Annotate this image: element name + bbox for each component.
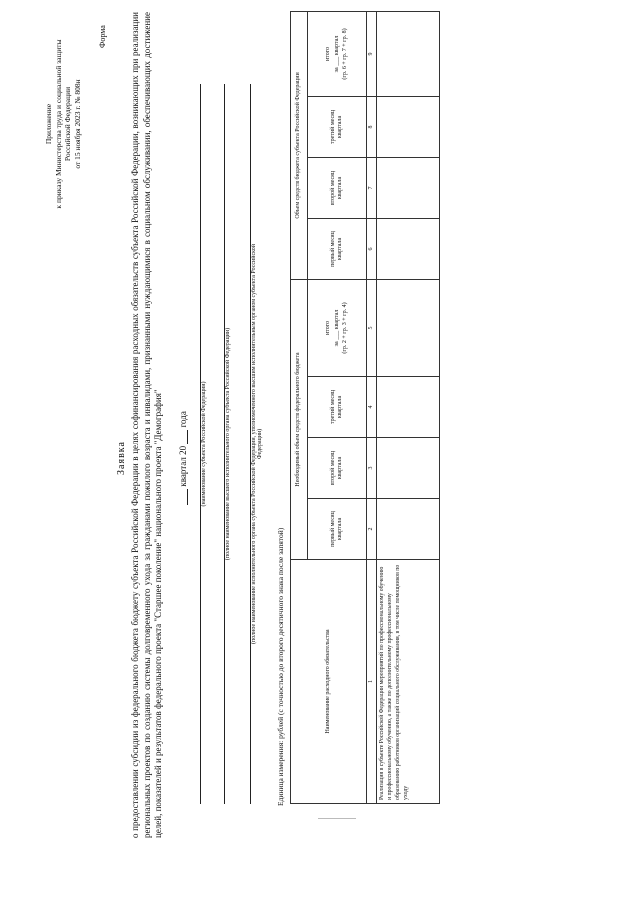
authorized-body-caption: (полное наименование исполнительного органа субъекта Российской Федерации, уполномоченного высшим исполнительным органом субъекта Российской Федерации) (251, 244, 263, 644)
column-number: 9 (367, 11, 377, 96)
column-number: 6 (367, 218, 377, 279)
header-federal-group: Необходимый объем средств федерального бюджета (291, 279, 308, 559)
region-name-caption: (наименование субъекта Российской Федерации) (201, 381, 207, 507)
cell-federal-total[interactable] (377, 279, 440, 376)
appendix-line: Приложение (44, 103, 53, 145)
header-federal-month-1: первый месяц квартала (308, 499, 367, 560)
quarter-blank[interactable] (178, 489, 188, 505)
authorized-body-field[interactable] (250, 84, 263, 804)
cell-federal-month-1[interactable] (377, 499, 440, 560)
column-number: 3 (367, 438, 377, 499)
header-federal-month-2: второй месяц квартала (308, 438, 367, 499)
header-regional-group: Объем средств бюджета субъекта Российской Федерации (291, 11, 308, 279)
header-federal-total (308, 279, 367, 376)
federal-total-formula: (гр. 2 + гр. 3 + гр. 4) (342, 302, 349, 354)
column-number: 5 (367, 279, 377, 376)
margin-mark (318, 818, 356, 819)
cell-regional-month-2[interactable] (377, 157, 440, 218)
regional-total-period: за ___ квартал (333, 35, 340, 73)
column-number: 8 (367, 96, 377, 157)
header-obligation-name: Наименование расходного обязательства (291, 560, 367, 804)
regional-total-formula: (гр. 6 + гр. 7 + гр. 8) (342, 28, 349, 80)
column-number: 7 (367, 157, 377, 218)
cell-federal-month-3[interactable] (377, 377, 440, 438)
federal-total-period: за ___ квартал (333, 309, 340, 347)
column-number: 1 (367, 560, 377, 804)
document-title: Заявка (116, 441, 127, 475)
header-regional-month-2: второй месяц квартала (308, 157, 367, 218)
regional-total-word: итого (325, 46, 332, 62)
cell-regional-total[interactable] (377, 11, 440, 96)
year-blank[interactable] (178, 430, 188, 444)
column-number: 2 (367, 499, 377, 560)
obligation-row-label: Реализация в субъекте Российской Федерации мероприятий по профессиональному обучению и профессиональному обучению, а также по дополнительному профессиональному образованию работников организаций социального обслуживания, в том числе помощников по уходу (377, 560, 440, 804)
reporting-period (178, 0, 188, 916)
units-note: Единица измерения: рублей (с точностью до второго десятичного знака после запятой) (276, 527, 285, 806)
region-name-field[interactable] (200, 84, 207, 804)
header-regional-month-3: третий месяц квартала (308, 96, 367, 157)
form-label: Форма (98, 25, 107, 48)
appendix-line: от 15 ноября 2023 г. № 808н (72, 79, 82, 169)
quarter-word: квартал 20 (178, 445, 188, 487)
cell-regional-month-3[interactable] (377, 96, 440, 157)
executive-body-field[interactable] (224, 84, 231, 804)
executive-body-caption: (полное наименование высшего исполнительного органа субъекта Российской Федерации) (225, 327, 231, 561)
table-row (377, 11, 440, 803)
federal-total-word: итого (325, 320, 332, 336)
appendix-line: к приказу Министерства труда и социальной защиты (53, 39, 63, 209)
application-table (290, 11, 440, 804)
year-word: года (178, 411, 188, 428)
header-regional-month-1: первый месяц квартала (308, 218, 367, 279)
header-federal-month-3: третий месяц квартала (308, 377, 367, 438)
column-number: 4 (367, 377, 377, 438)
appendix-block (44, 4, 82, 244)
cell-federal-month-2[interactable] (377, 438, 440, 499)
document-subject: о предоставлении субсидии из федерального бюджета бюджету субъекта Российской Федерации в целях софинансирования расходных обязательств субъекта Российской Федерации, возникающих при реализации региональных проектов по созданию системы долговременного ухода за гражданами пожилого возраста и инвалидами, признанными нуждающимися в социальном обслуживании, обеспечивающих достижение целей, показателей и результатов федерального проекта "Старшее поколение" национального проекта "Демография" (130, 12, 163, 838)
cell-regional-month-1[interactable] (377, 218, 440, 279)
appendix-line: Российской Федерации (63, 86, 72, 162)
header-regional-total (308, 11, 367, 96)
